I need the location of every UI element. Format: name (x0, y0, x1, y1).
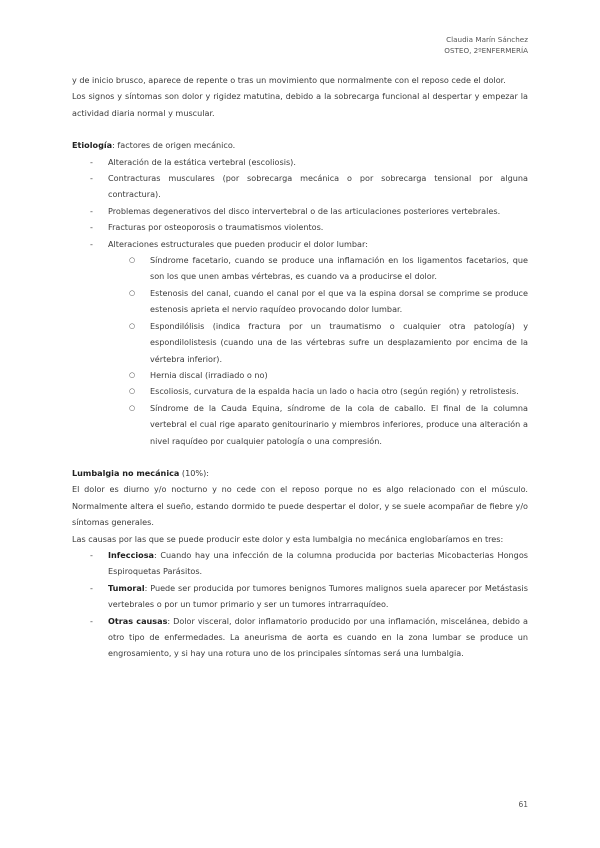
list-item: - Alteraciones estructurales que pueden producir el dolor lumbar: (72, 236, 528, 252)
list-item: ○ Escoliosis, curvatura de la espalda hacia un lado o hacia otro (según región) y retrolistesis. (72, 383, 528, 399)
dash-bullet-icon: - (90, 156, 93, 167)
list-item: ○ Espondilólisis (indica fractura por un traumatismo o cualquier otra patología) y espondilolistesis (cuando una de las vértebras sufre un desplazamiento por encima de la vértebra inferior). (72, 318, 528, 367)
list-item: - Infecciosa: Cuando hay una infección de la columna producida por bacterias Micobacterias Hongos Espiroquetas Parásitos. (72, 547, 528, 580)
page-content (72, 72, 528, 662)
causes-list (72, 547, 528, 662)
list-item: - Tumoral: Puede ser producida por tumores benignos Tumores malignos suela aparecer por Metástasis vertebrales o por un tumor primario y ser un tumores intrarraquídeo. (72, 580, 528, 613)
dash-bullet-icon: - (90, 615, 93, 626)
dash-bullet-icon: - (90, 238, 93, 249)
lumbalgia-heading (72, 465, 528, 481)
page-number: 61 (518, 800, 528, 809)
etiologia-subtitle: : factores de origen mecánico. (112, 140, 236, 151)
etiologia-heading (72, 137, 528, 153)
list-item: - Fracturas por osteoporosis o traumatismos violentos. (72, 219, 528, 235)
lumbalgia-percentage: (10%): (179, 467, 209, 478)
list-item: ○ Estenosis del canal, cuando el canal por el que va la espina dorsal se comprime se produce estenosis aprieta el nervio raquídeo provocando dolor lumbar. (72, 285, 528, 318)
cause-term: Infecciosa (108, 549, 154, 560)
dash-bullet-icon: - (90, 205, 93, 216)
circle-bullet-icon: ○ (129, 387, 136, 396)
course-label: OSTEO, 2ºENFERMERÍA (444, 46, 528, 55)
circle-bullet-icon: ○ (129, 370, 136, 379)
etiologia-list (72, 154, 528, 252)
page-header (444, 34, 528, 56)
dash-bullet-icon: - (90, 222, 93, 233)
list-item: ○ Hernia discal (irradiado o no) (72, 367, 528, 383)
dash-bullet-icon: - (90, 549, 93, 560)
lumbalgia-title: Lumbalgia no mecánica (72, 467, 180, 478)
etiologia-title: Etiología (72, 140, 113, 151)
circle-bullet-icon: ○ (129, 256, 136, 265)
list-item: - Contracturas musculares (por sobrecarga mecánica o por sobrecarga tensional por alguna contractura). (72, 170, 528, 203)
structural-alterations-list (72, 252, 528, 449)
dash-bullet-icon: - (90, 582, 93, 593)
intro-paragraph-2: Los signos y síntomas son dolor y rigidez matutina, debido a la sobrecarga funcional al despertar y empezar la actividad diaria normal y muscular. (72, 91, 528, 118)
intro-paragraph-1: y de inicio brusco, aparece de repente o tras un movimiento que normalmente con el reposo cede el dolor. (72, 75, 506, 85)
cause-term: Tumoral (108, 582, 145, 593)
author-name: Claudia Marín Sánchez (446, 35, 528, 44)
list-item: - Otras causas: Dolor visceral, dolor inflamatorio producido por una inflamación, miscelánea, debido a otro tipo de enfermedades. La aneurisma de aorta es cuando en la zona lumbar se produce un engrosamiento, y si hay una rotura uno de los principales síntomas será una lumbalgia. (72, 613, 528, 662)
lumbalgia-paragraph-1: El dolor es diurno y/o nocturno y no cede con el reposo porque no es algo relacionado con el músculo. Normalmente altera el sueño, estando dormido te puede despertar el dolor, y se suele acompañar de fiebre y/o síntomas generales. (72, 484, 528, 528)
list-item: - Problemas degenerativos del disco intervertebral o de las articulaciones posteriores vertebrales. (72, 203, 528, 219)
list-item: ○ Síndrome de la Cauda Equina, síndrome de la cola de caballo. El final de la columna vertebral el cual rige aparato genitourinario y miembros inferiores, produce una alteración a nivel raquídeo por cualquier patología o una compresión. (72, 400, 528, 449)
circle-bullet-icon: ○ (129, 403, 136, 412)
circle-bullet-icon: ○ (129, 321, 136, 330)
lumbalgia-paragraph-2: Las causas por las que se puede producir este dolor y esta lumbalgia no mecánica englobaríamos en tres: (72, 533, 504, 544)
cause-term: Otras causas (108, 615, 168, 626)
list-item: - Alteración de la estática vertebral (escoliosis). (72, 154, 528, 170)
dash-bullet-icon: - (90, 173, 93, 184)
circle-bullet-icon: ○ (129, 288, 136, 297)
list-item: ○ Síndrome facetario, cuando se produce una inflamación en los ligamentos facetarios, que son los que unen ambas vértebras, es cuando va a producirse el dolor. (72, 252, 528, 285)
